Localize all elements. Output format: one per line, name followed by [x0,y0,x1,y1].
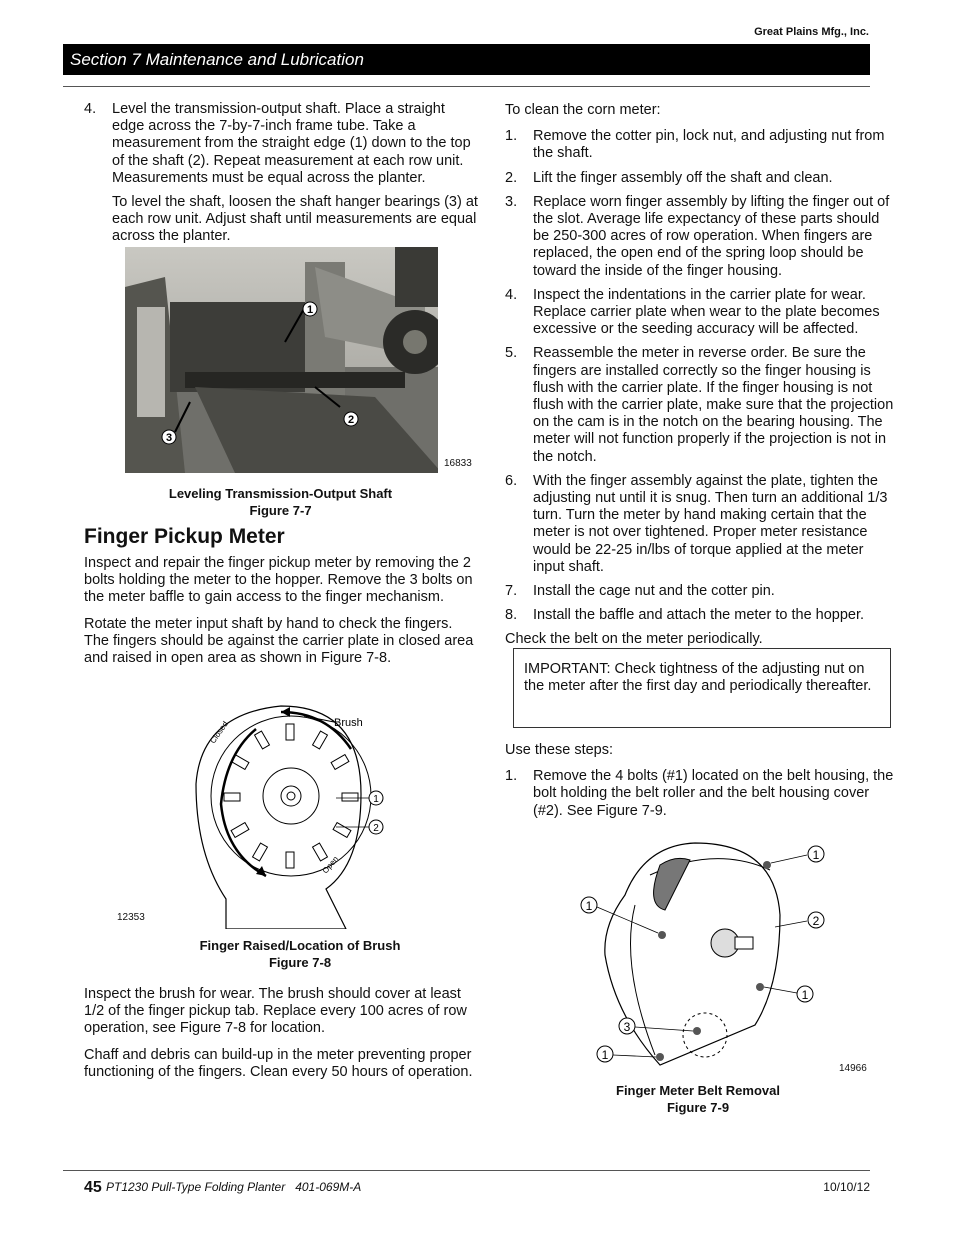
step-number: 1. [505,128,518,145]
step-number: 8. [505,607,518,624]
callout-1: 1 [601,1048,609,1062]
list-item [505,170,897,187]
closed-label: Closed [208,719,230,746]
step-number: 2. [505,169,518,186]
paragraph: Inspect the brush for wear. The brush should cover at least 1/2 of the finger pickup tab. Replace every 100 acres of row operation, see Figure 7-8 for location. [84,986,467,1037]
step-number: 5. [505,345,518,362]
step-text: Lift the finger assembly off the shaft and clean. [533,169,833,186]
step-text: Inspect the indentations in the carrier plate for wear. Replace carrier plate when wear to the plate becomes excessive or the seeding accuracy will be affected. [533,286,880,338]
caption-figure: Figure 7-8 [268,955,332,970]
step-text: Reassemble the meter in reverse order. Be sure the fingers are installed correctly so the finger housing is flush with the carrier plate. If the finger housing is not flush with the carrier plate, make sure that the projection on the cam is in the notch on the bearing housing. The meter will not function properly if the projection is not in the notch. [533,345,894,465]
left-column-paragraphs [84,555,478,675]
caption-title: Finger Raised/Location of Brush [199,938,401,953]
callout-3: 3 [623,1020,631,1034]
step-subtext: To level the shaft, loosen the shaft hanger bearings (3) at each row unit. Adjust shaft until measurements are equal across the planter. [112,194,478,245]
belt-housing-drawing [575,835,835,1075]
step-text: Level the transmission-output shaft. Place a straight edge across the 7-by-7-inch frame tube. Take a measurement from the straight edge (1) down to the top of the shaft (2). Repeat measurement at each row unit. Measurements must be equal across the planter. [112,101,471,186]
left-column [84,101,478,254]
step-text: Install the cage nut and the cotter pin. [533,583,775,600]
footer-rule [63,1170,870,1171]
use-steps-text: Use these steps: [505,742,613,758]
check-belt-text: Check the belt on the meter periodically. [505,631,763,648]
right-column-steps [505,742,897,827]
callout-1: 1 [585,899,593,913]
list-item [505,473,897,576]
svg-text:3: 3 [165,432,173,444]
company-name: Great Plains Mfg., Inc. [754,26,869,38]
step-text: Install the baffle and attach the meter to the hopper. [533,607,865,624]
important-text: IMPORTANT: Check tightness of the adjusting nut on the meter after the first day and periodically thereafter. [524,661,872,695]
intro-text: To clean the corn meter: [505,102,661,118]
list-item [505,287,897,339]
callout-1: 1 [812,848,820,862]
document-title: PT1230 Pull-Type Folding Planter 401-069M-A [106,1180,362,1194]
step-text: Replace worn finger assembly by lifting the finger out of the slot. Average life expectancy of these parts should be 250-300 acres of row operation. When fingers are replaced, the open end of the spring loop should be toward the inside of the finger housing. [533,193,890,279]
finger-meter-drawing [186,694,386,929]
list-item [505,768,897,820]
list-item [505,345,897,465]
caption-figure: Figure 7-9 [666,1100,730,1115]
callout-3 [162,430,176,444]
caption-title: Finger Meter Belt Removal [616,1083,780,1098]
left-column-bottom [84,986,478,1089]
list-item [505,583,897,600]
callout-2: 2 [373,823,379,834]
figure-7-7-number: 16833 [444,458,472,469]
callout-1: 1 [373,794,379,805]
step-number: 1. [505,768,518,785]
step-number: 7. [505,583,518,600]
list-item [505,128,897,162]
step-number: 6. [505,472,518,489]
callout-1: 1 [801,988,809,1002]
leveling-shaft-illustration [125,247,442,473]
section-heading: Finger Pickup Meter [84,525,285,548]
callout-1 [303,302,317,316]
paragraph: Rotate the meter input shaft by hand to check the fingers. The fingers should be against the carrier plate in closed area and raised in open area as shown in Figure 7-8. [84,615,474,667]
list-item [505,607,897,624]
figure-7-8-caption [180,937,420,971]
svg-text:2: 2 [347,414,355,426]
page-number: 45 [84,1179,102,1196]
paragraph: Inspect and repair the finger pickup meter by removing the 2 bolts holding the meter to the hopper. Remove the 3 bolts on the meter baffle to gain access to the finger mechanism. [84,555,473,606]
important-notice [513,648,891,728]
figure-7-8-number: 12353 [117,912,145,923]
paragraph: Chaff and debris can build-up in the meter preventing proper functioning of the fingers. Clean every 50 hours of operation. [84,1046,473,1080]
callout-2 [344,412,358,426]
step-number: 4. [84,101,97,117]
step-number: 3. [505,193,518,210]
header-rule [63,86,870,87]
step-text: With the finger assembly against the plate, tighten the adjusting nut until it is snug. Then turn an additional 1/3 turn. Turn the meter by hand making certain that the meter is not over tightened. Proper meter resistance would be 22-25 in/lbs of torque applied at the meter input shaft. [533,472,888,575]
figure-7-7-photo [125,247,442,473]
figure-7-9 [575,835,835,1075]
step-number: 4. [505,286,518,303]
list-item [84,101,478,187]
figure-7-8 [186,694,386,929]
callout-2: 2 [812,914,820,928]
right-column [505,102,897,657]
list-item [505,194,897,280]
brush-label: Brush [334,717,363,729]
figure-7-9-number: 14966 [839,1063,867,1074]
figure-7-9-caption [585,1082,811,1116]
open-label: Open [320,854,341,876]
step-text: Remove the cotter pin, lock nut, and adjusting nut from the shaft. [533,128,885,162]
step-text: Remove the 4 bolts (#1) located on the belt housing, the bolt holding the belt roller and the belt housing cover (#2). See Figure 7-9. [533,768,894,819]
figure-7-7-caption [125,485,436,519]
section-title: Section 7 Maintenance and Lubrication [63,44,870,75]
document-date: 10/10/12 [823,1180,870,1194]
caption-figure: Figure 7-7 [249,503,312,518]
svg-text:1: 1 [306,304,314,316]
caption-title: Leveling Transmission-Output Shaft [168,486,393,501]
